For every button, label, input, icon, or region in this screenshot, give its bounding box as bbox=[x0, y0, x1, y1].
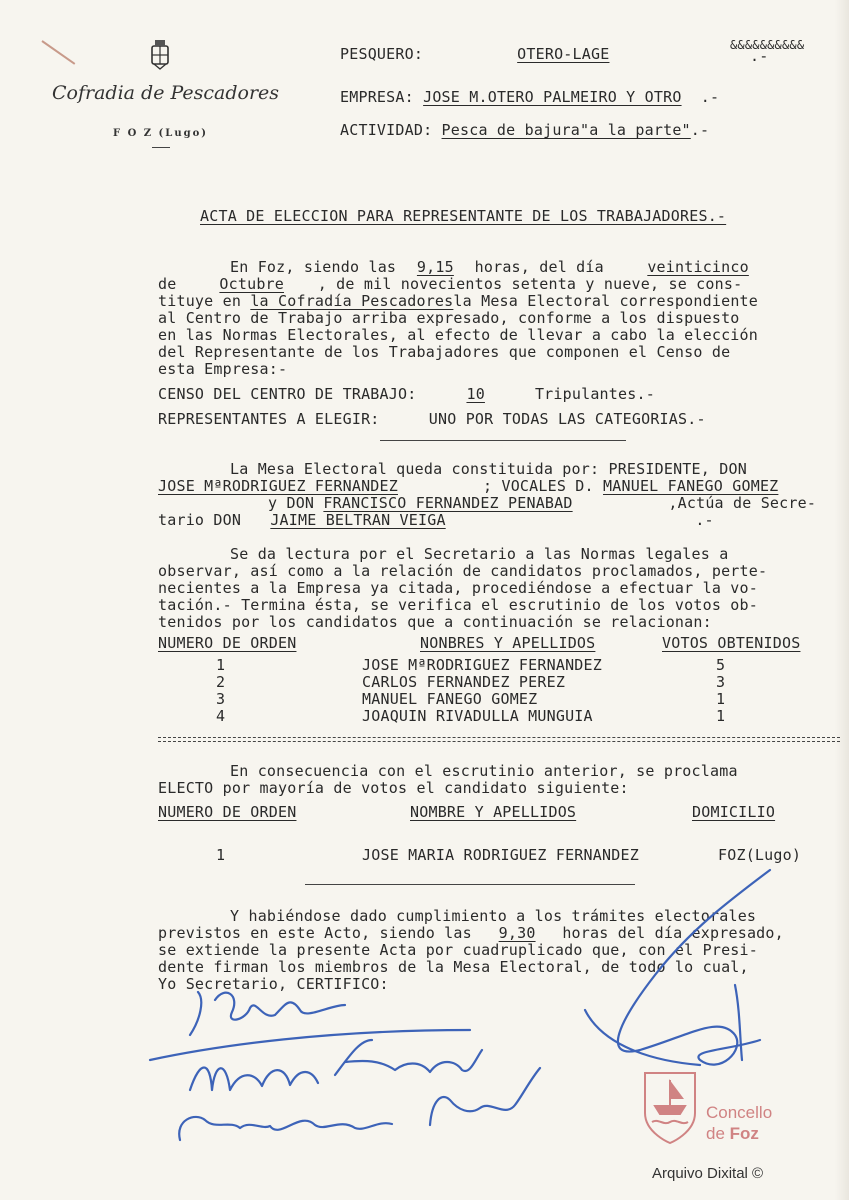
representantes-value: UNO POR TODAS LAS CATEGORIAS.- bbox=[428, 410, 706, 428]
p3-line5: tenidos por los candidatos que a continuación se relacionan: bbox=[158, 613, 712, 631]
p5-text: previstos en este Acto, siendo las bbox=[158, 924, 472, 942]
table-row-votos: 3 bbox=[716, 673, 726, 691]
signature-fanego bbox=[150, 1030, 482, 1090]
censo-unit: Tripulantes.- bbox=[534, 385, 655, 403]
actividad-value: Pesca de bajura"a la parte" bbox=[441, 121, 691, 139]
end-hour: 9,30 bbox=[498, 924, 536, 942]
empresa-value: JOSE M.OTERO PALMEIRO Y OTRO bbox=[423, 88, 682, 106]
table-row-votos: 1 bbox=[716, 690, 726, 708]
p1-text: horas, del día bbox=[474, 258, 604, 276]
table-row-nombre: MANUEL FANEGO GOMEZ bbox=[362, 690, 538, 708]
votes-header-votos: VOTOS OBTENIDOS bbox=[662, 634, 801, 652]
p3-line2: observar, así como a la relación de candidatos proclamados, perte- bbox=[158, 562, 768, 580]
p1-line6: del Representante de los Trabajadores que componen el Censo de bbox=[158, 343, 731, 361]
representantes-label: REPRESENTANTES A ELEGIR: bbox=[158, 410, 380, 428]
pesquero-label: PESQUERO: bbox=[340, 45, 424, 63]
pesquero-value: OTERO-LAGE bbox=[517, 45, 610, 63]
elected-header-orden: NUMERO DE ORDEN bbox=[158, 803, 297, 821]
votes-header-orden: NUMERO DE ORDEN bbox=[158, 634, 297, 652]
election-day: veinticinco bbox=[647, 258, 749, 276]
table-row-nombre: CARLOS FERNANDEZ PEREZ bbox=[362, 673, 566, 691]
p3-line3: necientes a la Empresa ya citada, procediéndose a efectuar la vo- bbox=[158, 579, 758, 597]
p5-line1: Y habiéndose dado cumplimiento a los trámites electorales bbox=[230, 907, 757, 925]
election-place: la Cofradía Pescadores bbox=[250, 292, 454, 310]
actividad-end: .- bbox=[690, 121, 710, 139]
elected-domicilio: FOZ(Lugo) bbox=[718, 846, 802, 864]
p5-line5: Yo Secretario, CERTIFICO: bbox=[158, 975, 389, 993]
table-row-nombre: JOSE MªRODRIGUEZ FERNANDEZ bbox=[362, 656, 602, 674]
elected-header-nombre: NOMBRE Y APELLIDOS bbox=[410, 803, 577, 821]
votes-header-nombre: NONBRES Y APELLIDOS bbox=[420, 634, 596, 652]
p3-line1: Se da lectura por el Secretario a las Normas legales a bbox=[230, 545, 729, 563]
censo-value: 10 bbox=[466, 385, 485, 403]
signature-rodriguez bbox=[190, 992, 345, 1035]
p4-line1: En consecuencia con el escrutinio anterior, se proclama bbox=[230, 762, 738, 780]
p5-line4: dente firman los miembros de la Mesa Electoral, de todo lo cual, bbox=[158, 958, 749, 976]
presidente-name: JOSE MªRODRIGUEZ FERNANDEZ bbox=[158, 477, 398, 495]
corner-code: &&&&&&&&&& bbox=[730, 38, 805, 52]
watermark-concello: Concello bbox=[706, 1103, 773, 1122]
vocal1-name: MANUEL FANEGO GOMEZ bbox=[603, 477, 779, 495]
actividad-label: ACTIVIDAD: bbox=[340, 121, 433, 139]
table-row-orden: 1 bbox=[216, 656, 226, 674]
p5-line3: se extiende la presente Acta por cuadruplicado que, con el Presi- bbox=[158, 941, 758, 959]
table-row-orden: 4 bbox=[216, 707, 226, 725]
table-row-votos: 5 bbox=[716, 656, 726, 674]
p2-text: .- bbox=[695, 511, 714, 529]
elected-header-domicilio: DOMICILIO bbox=[692, 803, 776, 821]
watermark-de-foz bbox=[706, 1124, 759, 1144]
pesquero-end: .- bbox=[750, 47, 769, 65]
empresa-label: EMPRESA: bbox=[340, 88, 414, 106]
table-row-orden: 3 bbox=[216, 690, 226, 708]
table-row-votos: 1 bbox=[716, 707, 726, 725]
p2-line1: La Mesa Electoral queda constituida por: PRESIDENTE, DON bbox=[230, 460, 747, 478]
p1-line4: al Centro de Trabajo arriba expresado, conforme a los dispuesto bbox=[158, 309, 740, 327]
p2-text: ; VOCALES D. bbox=[483, 477, 594, 495]
elected-nombre: JOSE MARIA RODRIGUEZ FERNANDEZ bbox=[362, 846, 639, 864]
vocal2-name: FRANCISCO FERNANDEZ PENABAD bbox=[323, 494, 573, 512]
watermark-foz: Foz bbox=[729, 1124, 759, 1143]
watermark-archive: Arquivo Dixital © bbox=[652, 1165, 764, 1182]
p1-text: de bbox=[158, 275, 177, 293]
p1-text: tituye en bbox=[158, 292, 242, 310]
table-row-orden: 2 bbox=[216, 673, 226, 691]
p3-line4: tación.- Termina ésta, se verifica el escrutinio de los votos ob- bbox=[158, 596, 758, 614]
p2-text: y DON bbox=[268, 494, 315, 512]
start-hour: 9,15 bbox=[416, 258, 454, 276]
empresa-end: .- bbox=[700, 88, 720, 106]
table-row-nombre: JOAQUIN RIVADULLA MUNGUIA bbox=[362, 707, 593, 725]
p1-line5: en las Normas Electorales, al efecto de llevar a cabo la elección bbox=[158, 326, 758, 344]
p5-text: horas del día expresado, bbox=[562, 924, 784, 942]
election-month: Octubre bbox=[219, 275, 285, 293]
brand-name: Cofradia de Pescadores bbox=[52, 82, 280, 104]
p1-line7: esta Empresa:- bbox=[158, 360, 288, 378]
p4-line2: ELECTO por mayoría de votos el candidato siguiente: bbox=[158, 779, 629, 797]
p2-text: ,Actúa de Secre- bbox=[668, 494, 817, 512]
document-title: ACTA DE ELECCION PARA REPRESENTANTE DE LOS TRABAJADORES.- bbox=[200, 207, 727, 225]
p1-text: En Foz, siendo las bbox=[230, 258, 397, 276]
brand-location: F O Z (Lugo) bbox=[113, 128, 208, 139]
p2-text: tario DON bbox=[158, 511, 242, 529]
elected-orden: 1 bbox=[216, 846, 226, 864]
watermark-de: de bbox=[706, 1124, 730, 1143]
p1-text: la Mesa Electoral correspondiente bbox=[453, 292, 759, 310]
p1-text: , de mil novecientos setenta y nueve, se cons- bbox=[317, 275, 743, 293]
signature-beltran bbox=[585, 870, 770, 1065]
censo-label: CENSO DEL CENTRO DE TRABAJO: bbox=[158, 385, 417, 403]
signature-penabad bbox=[179, 1068, 540, 1140]
secretario-name: JAIME BELTRAN VEIGA bbox=[270, 511, 446, 529]
